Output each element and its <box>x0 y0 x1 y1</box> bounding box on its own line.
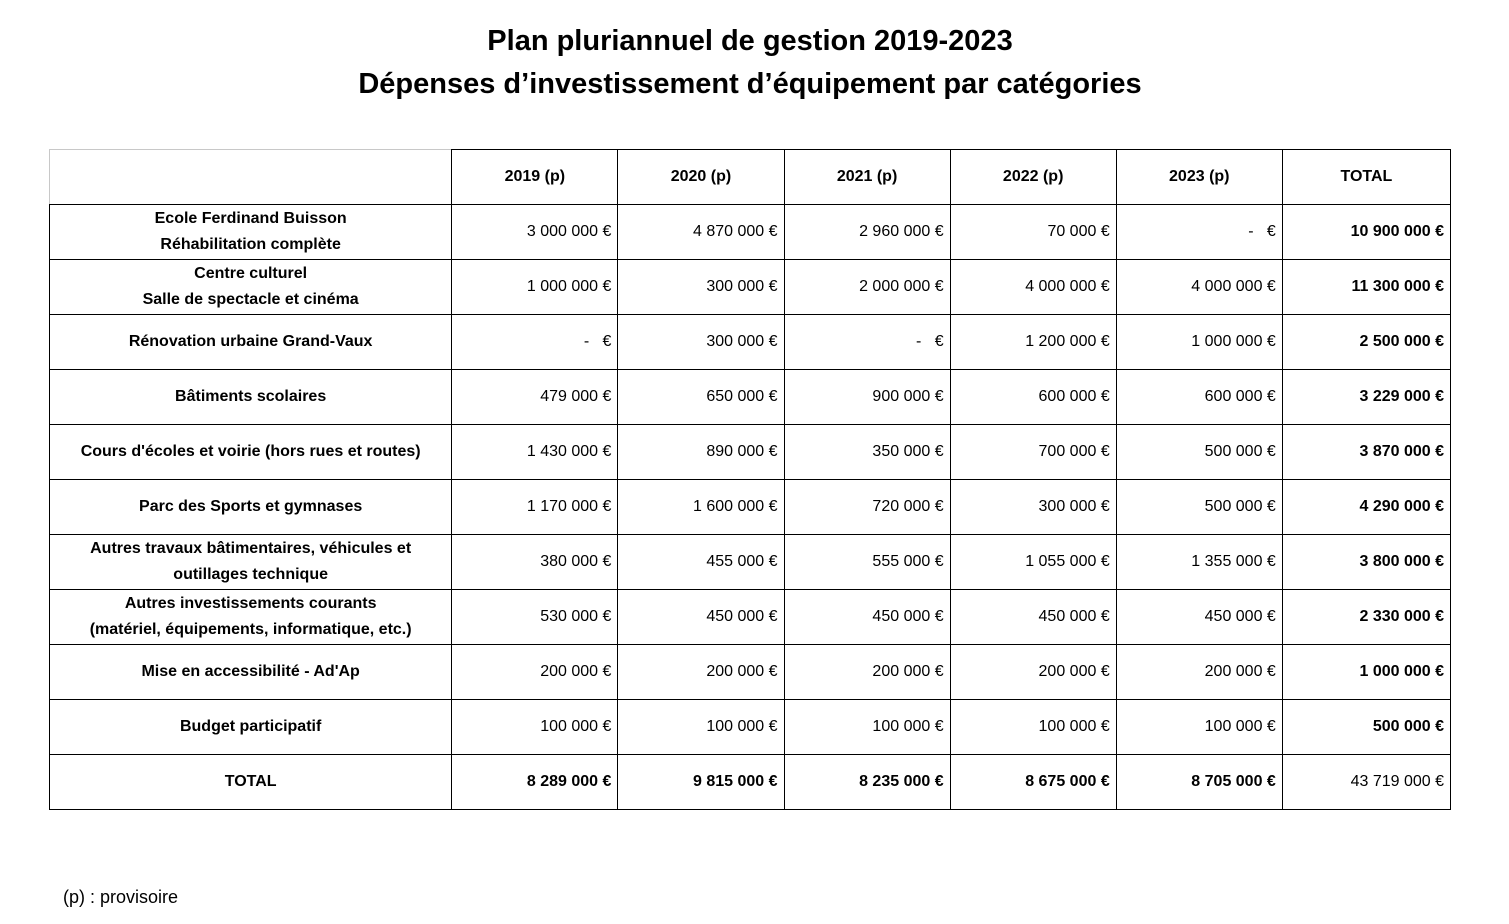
table-row <box>50 205 1451 260</box>
row-label <box>50 645 452 700</box>
cell-2019: 1 000 000 € <box>452 260 618 315</box>
cell-row-total: 10 900 000 € <box>1282 205 1450 260</box>
total-2020: 9 815 000 € <box>618 755 784 810</box>
cell-2022: 1 200 000 € <box>950 315 1116 370</box>
total-2023: 8 705 000 € <box>1116 755 1282 810</box>
row-label <box>50 260 452 315</box>
cell-2023: 100 000 € <box>1116 700 1282 755</box>
cell-2021: 900 000 € <box>784 370 950 425</box>
header-corner <box>50 150 452 205</box>
row-label <box>50 370 452 425</box>
cell-2023: 500 000 € <box>1116 480 1282 535</box>
cell-2022: 200 000 € <box>950 645 1116 700</box>
table-row <box>50 535 1451 590</box>
total-2022: 8 675 000 € <box>950 755 1116 810</box>
row-label <box>50 590 452 645</box>
cell-2020: 890 000 € <box>618 425 784 480</box>
header-2021: 2021 (p) <box>784 150 950 205</box>
cell-2023: 600 000 € <box>1116 370 1282 425</box>
cell-row-total: 500 000 € <box>1282 700 1450 755</box>
cell-2022: 700 000 € <box>950 425 1116 480</box>
cell-2019: 100 000 € <box>452 700 618 755</box>
cell-2020: 1 600 000 € <box>618 480 784 535</box>
cell-2021: - € <box>784 315 950 370</box>
cell-row-total: 1 000 000 € <box>1282 645 1450 700</box>
table-row <box>50 645 1451 700</box>
footnote: (p) : provisoire <box>63 887 179 907</box>
cell-row-total: 2 330 000 € <box>1282 590 1450 645</box>
row-label-line: Cours d'écoles et voirie (hors rues et routes) <box>80 443 421 460</box>
cell-2019: 530 000 € <box>452 590 618 645</box>
cell-2019: 200 000 € <box>452 645 618 700</box>
cell-2020: 450 000 € <box>618 590 784 645</box>
header-row <box>50 150 1451 205</box>
cell-2021: 200 000 € <box>784 645 950 700</box>
header-2023: 2023 (p) <box>1116 150 1282 205</box>
row-label-line: Autres investissements courants <box>124 595 377 612</box>
row-label-line: Centre culturel <box>194 265 308 282</box>
total-2021: 8 235 000 € <box>784 755 950 810</box>
cell-row-total: 4 290 000 € <box>1282 480 1450 535</box>
cell-2020: 650 000 € <box>618 370 784 425</box>
header-2022: 2022 (p) <box>950 150 1116 205</box>
cell-2022: 100 000 € <box>950 700 1116 755</box>
cell-2020: 300 000 € <box>618 260 784 315</box>
page-title <box>0 20 1500 106</box>
table-row <box>50 260 1451 315</box>
cell-2021: 350 000 € <box>784 425 950 480</box>
table-row <box>50 700 1451 755</box>
row-label-line: (matériel, équipements, informatique, etc.) <box>89 621 412 638</box>
header-2019: 2019 (p) <box>452 150 618 205</box>
row-label-line: Bâtiments scolaires <box>175 388 327 405</box>
cell-2021: 2 000 000 € <box>784 260 950 315</box>
table-row <box>50 425 1451 480</box>
total-row-label: TOTAL <box>50 755 452 810</box>
cell-2022: 4 000 000 € <box>950 260 1116 315</box>
header-total: TOTAL <box>1282 150 1450 205</box>
cell-2021: 720 000 € <box>784 480 950 535</box>
cell-2023: - € <box>1116 205 1282 260</box>
cell-2022: 70 000 € <box>950 205 1116 260</box>
row-label-line: Autres travaux bâtimentaires, véhicules et <box>90 540 412 557</box>
row-label <box>50 535 452 590</box>
cell-2022: 450 000 € <box>950 590 1116 645</box>
cell-row-total: 2 500 000 € <box>1282 315 1450 370</box>
title-line-2: Dépenses d’investissement d’équipement par catégories <box>358 68 1142 100</box>
cell-2019: 380 000 € <box>452 535 618 590</box>
row-label-line: Mise en accessibilité - Ad'Ap <box>141 663 360 680</box>
cell-2021: 100 000 € <box>784 700 950 755</box>
row-label <box>50 205 452 260</box>
cell-2022: 1 055 000 € <box>950 535 1116 590</box>
cell-2023: 4 000 000 € <box>1116 260 1282 315</box>
header-2020: 2020 (p) <box>618 150 784 205</box>
grand-total: 43 719 000 € <box>1282 755 1450 810</box>
cell-row-total: 11 300 000 € <box>1282 260 1450 315</box>
row-label-line: Parc des Sports et gymnases <box>139 498 363 515</box>
cell-2021: 450 000 € <box>784 590 950 645</box>
cell-2019: 1 170 000 € <box>452 480 618 535</box>
row-label-line: Rénovation urbaine Grand-Vaux <box>128 333 373 350</box>
cell-2023: 450 000 € <box>1116 590 1282 645</box>
title-line-1: Plan pluriannuel de gestion 2019-2023 <box>487 25 1013 57</box>
cell-2020: 455 000 € <box>618 535 784 590</box>
cell-row-total: 3 870 000 € <box>1282 425 1450 480</box>
cell-2021: 555 000 € <box>784 535 950 590</box>
total-row <box>50 755 1451 810</box>
cell-2023: 200 000 € <box>1116 645 1282 700</box>
table-row <box>50 370 1451 425</box>
row-label-line: Ecole Ferdinand Buisson <box>154 210 347 227</box>
table-row <box>50 480 1451 535</box>
cell-2019: - € <box>452 315 618 370</box>
cell-2019: 479 000 € <box>452 370 618 425</box>
table-row <box>50 315 1451 370</box>
cell-2019: 1 430 000 € <box>452 425 618 480</box>
row-label-line: outillages technique <box>173 566 328 583</box>
row-label-line: Salle de spectacle et cinéma <box>142 291 359 308</box>
cell-row-total: 3 800 000 € <box>1282 535 1450 590</box>
cell-2022: 300 000 € <box>950 480 1116 535</box>
row-label <box>50 425 452 480</box>
row-label <box>50 315 452 370</box>
cell-2019: 3 000 000 € <box>452 205 618 260</box>
investment-table <box>49 149 1451 810</box>
cell-2020: 100 000 € <box>618 700 784 755</box>
cell-2023: 1 355 000 € <box>1116 535 1282 590</box>
table-row <box>50 590 1451 645</box>
row-label <box>50 700 452 755</box>
cell-2020: 4 870 000 € <box>618 205 784 260</box>
cell-2020: 200 000 € <box>618 645 784 700</box>
cell-2020: 300 000 € <box>618 315 784 370</box>
row-label-line: Réhabilitation complète <box>160 236 341 253</box>
cell-2022: 600 000 € <box>950 370 1116 425</box>
row-label-line: Budget participatif <box>179 718 322 735</box>
cell-2023: 1 000 000 € <box>1116 315 1282 370</box>
cell-row-total: 3 229 000 € <box>1282 370 1450 425</box>
cell-2021: 2 960 000 € <box>784 205 950 260</box>
row-label <box>50 480 452 535</box>
total-2019: 8 289 000 € <box>452 755 618 810</box>
cell-2023: 500 000 € <box>1116 425 1282 480</box>
